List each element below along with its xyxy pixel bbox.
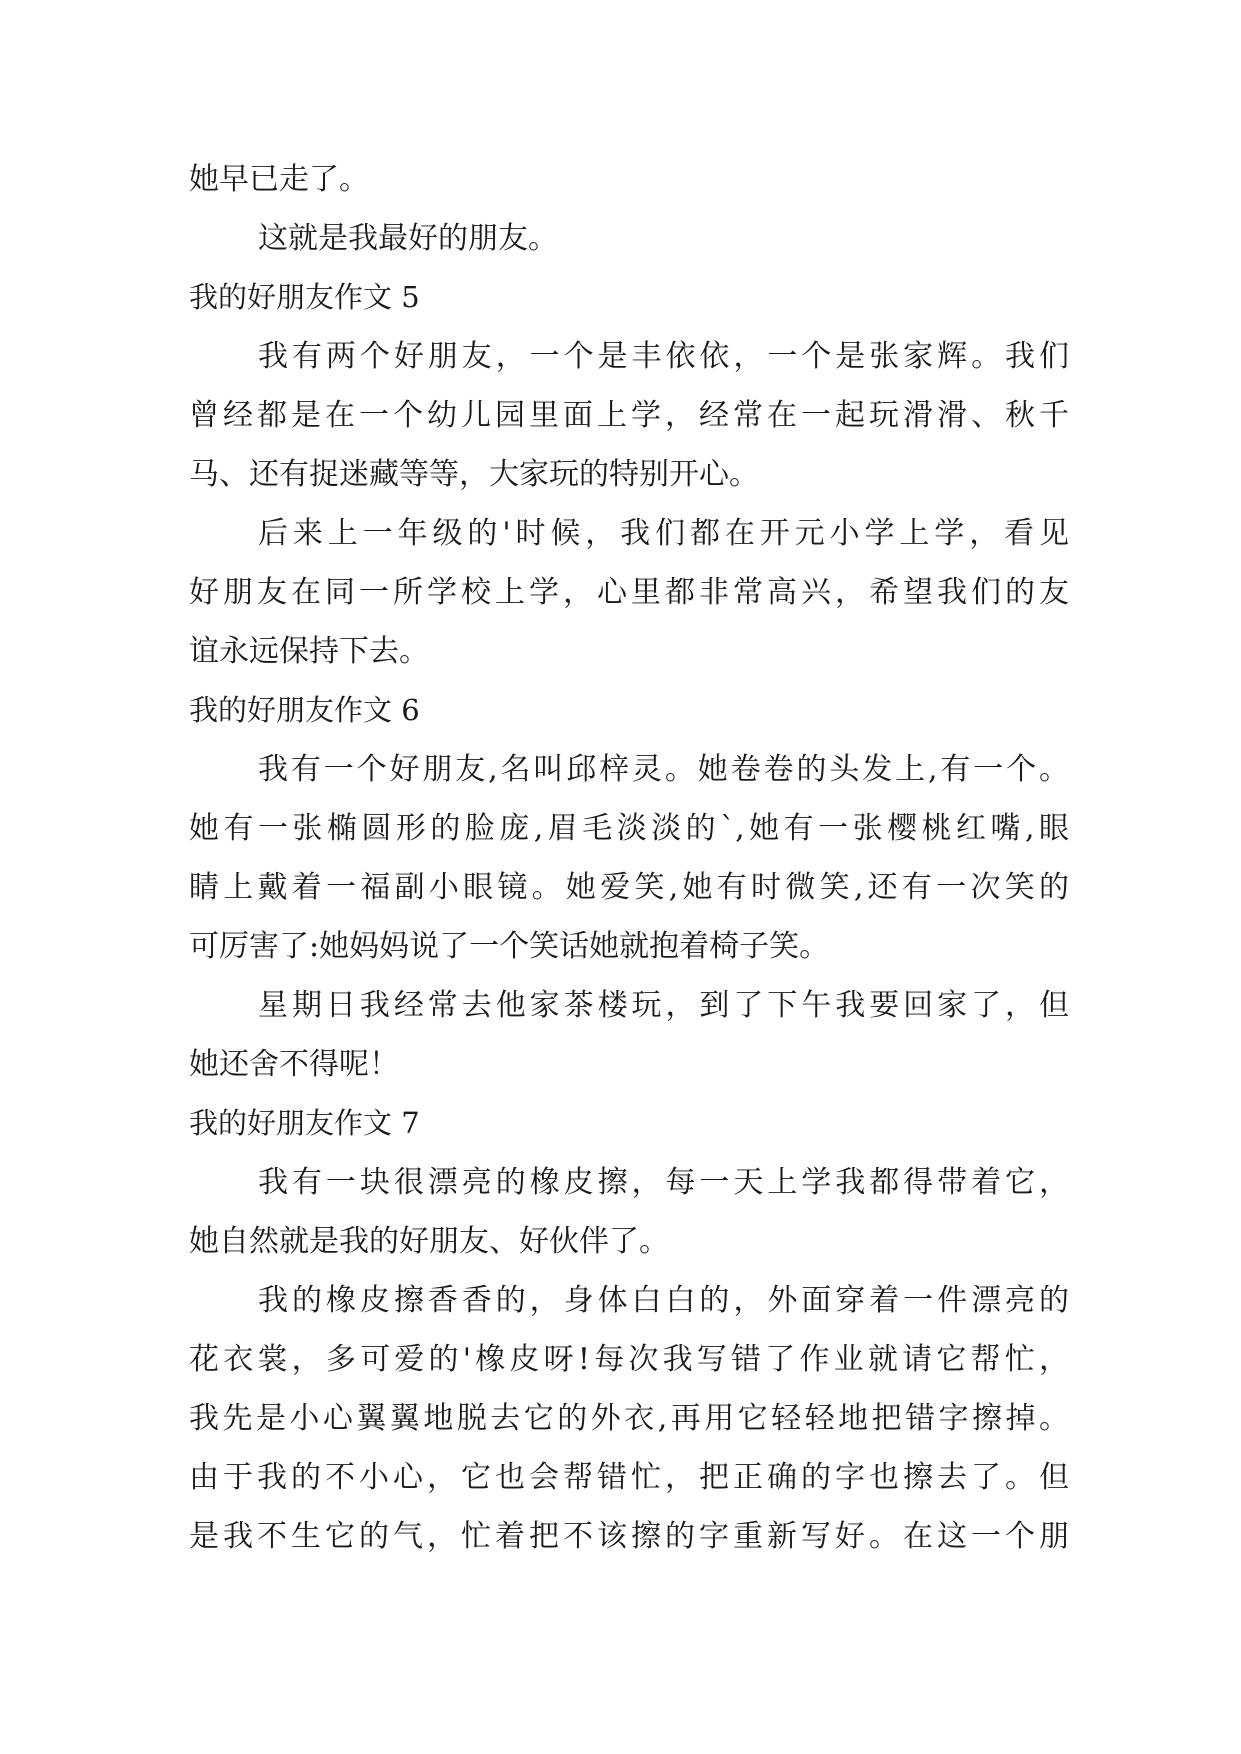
text-line: 睛上戴着一福副小眼镜。她爱笑,她有时微笑,还有一次笑的 (189, 870, 1069, 905)
text-line: 她自然就是我的好朋友、好伙伴了。 (189, 1224, 669, 1259)
text-line: 花衣裳，多可爱的'橡皮呀!每次我写错了作业就请它帮忙， (189, 1342, 1069, 1377)
text-line: 星期日我经常去他家茶楼玩，到了下午我要回家了，但 (258, 988, 1069, 1023)
text-line: 我有一个好朋友,名叫邱梓灵。她卷卷的头发上,有一个。 (258, 752, 1069, 787)
section-heading: 我的好朋友作文 6 (189, 693, 420, 727)
text-line: 由于我的不小心，它也会帮错忙，把正确的字也擦去了。但 (189, 1460, 1069, 1495)
text-line: 我的橡皮擦香香的，身体白白的，外面穿着一件漂亮的 (258, 1283, 1069, 1318)
document-body (189, 150, 1069, 1566)
section-heading: 我的好朋友作文 5 (189, 280, 420, 314)
text-line: 谊永远保持下去。 (189, 634, 429, 669)
text-line: 她有一张椭圆形的脸庞,眉毛淡淡的`,她有一张樱桃红嘴,眼 (189, 811, 1069, 846)
text-line: 曾经都是在一个幼儿园里面上学，经常在一起玩滑滑、秋千 (189, 398, 1069, 433)
text-line: 我先是小心翼翼地脱去它的外衣,再用它轻轻地把错字擦掉。 (189, 1401, 1069, 1436)
text-line: 马、还有捉迷藏等等，大家玩的特别开心。 (189, 457, 759, 492)
text-line: 可厉害了:她妈妈说了一个笑话她就抱着椅子笑。 (189, 929, 830, 964)
section-heading: 我的好朋友作文 7 (189, 1106, 420, 1140)
text-line: 我有一块很漂亮的橡皮擦，每一天上学我都得带着它， (258, 1165, 1069, 1200)
text-line: 是我不生它的气，忙着把不该擦的字重新写好。在这一个朋 (189, 1519, 1069, 1554)
text-line: 好朋友在同一所学校上学，心里都非常高兴，希望我们的友 (189, 575, 1069, 610)
text-line: 这就是我最好的朋友。 (258, 221, 558, 256)
text-line: 后来上一年级的'时候，我们都在开元小学上学，看见 (258, 516, 1069, 551)
text-line: 她早已走了。 (189, 162, 369, 197)
text-line: 她还舍不得呢！ (189, 1047, 399, 1082)
text-line: 我有两个好朋友，一个是丰依依，一个是张家辉。我们 (258, 339, 1069, 374)
